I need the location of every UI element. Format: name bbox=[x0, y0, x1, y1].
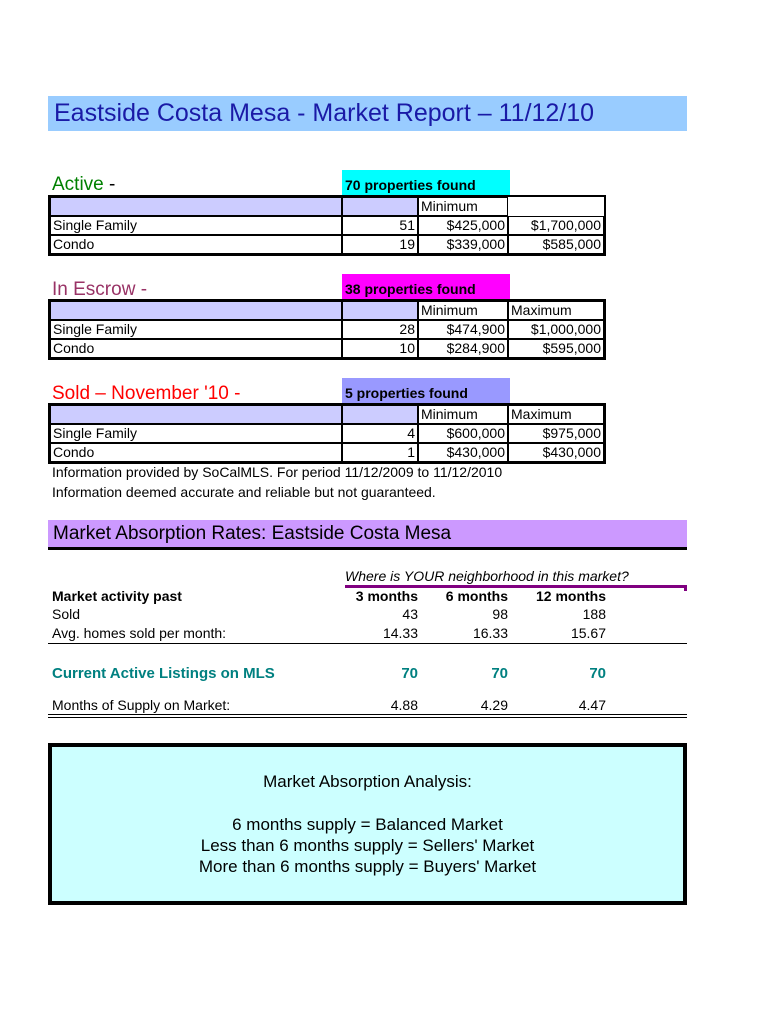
col-minimum: Minimum bbox=[418, 405, 508, 424]
supply-6-months: 4.29 bbox=[480, 697, 508, 713]
supply-3-months: 4.88 bbox=[390, 697, 418, 713]
double-rule-top bbox=[48, 714, 687, 715]
page-title: Eastside Costa Mesa - Market Report – 11/12/10 bbox=[54, 99, 595, 127]
table-row bbox=[50, 320, 604, 339]
absorption-analysis-box bbox=[48, 743, 687, 905]
neighborhood-question: Where is YOUR neighborhood in this market? bbox=[345, 568, 629, 584]
property-count: 19 bbox=[342, 235, 418, 254]
avg-6-months: 16.33 bbox=[472, 625, 508, 641]
min-price: $474,900 bbox=[418, 320, 508, 339]
escrow-found-badge: 38 properties found bbox=[342, 274, 510, 299]
min-price: $284,900 bbox=[418, 339, 508, 358]
sold-found-badge: 5 properties found bbox=[342, 378, 510, 403]
supply-label: Months of Supply on Market: bbox=[52, 697, 231, 713]
property-count: 28 bbox=[342, 320, 418, 339]
max-price: $595,000 bbox=[508, 339, 604, 358]
sold-6-months: 98 bbox=[492, 606, 508, 622]
min-price: $339,000 bbox=[418, 235, 508, 254]
property-type: Single Family bbox=[50, 424, 342, 443]
header-count-cell bbox=[342, 301, 418, 320]
table-row bbox=[50, 235, 604, 254]
active-table bbox=[48, 195, 606, 256]
property-count: 10 bbox=[342, 339, 418, 358]
property-type: Condo bbox=[50, 443, 342, 462]
table-row bbox=[50, 216, 604, 235]
table-header-row bbox=[50, 197, 604, 216]
activity-label: Market activity past bbox=[52, 588, 182, 604]
property-type: Single Family bbox=[50, 216, 342, 235]
col-maximum bbox=[508, 197, 604, 216]
disclaimer-note: Information deemed accurate and reliable but not guaranteed. bbox=[52, 484, 436, 500]
table-header-row bbox=[50, 405, 604, 424]
sold-table bbox=[48, 403, 606, 464]
supply-12-months: 4.47 bbox=[578, 697, 606, 713]
max-price: $430,000 bbox=[508, 443, 604, 462]
header-count-cell bbox=[342, 197, 418, 216]
header-blank-cell bbox=[50, 197, 342, 216]
source-note: Information provided by SoCalMLS. For period 11/12/2009 to 11/12/2010 bbox=[52, 464, 503, 480]
table-row bbox=[50, 424, 604, 443]
max-price: $975,000 bbox=[508, 424, 604, 443]
active-heading-label: Active bbox=[52, 174, 104, 195]
col-minimum: Minimum bbox=[418, 301, 508, 320]
avg-12-months: 15.67 bbox=[570, 625, 606, 641]
escrow-heading: In Escrow - bbox=[52, 279, 148, 300]
property-count: 1 bbox=[342, 443, 418, 462]
header-blank-cell bbox=[50, 405, 342, 424]
analysis-title: Market Absorption Analysis: bbox=[263, 772, 472, 791]
active-heading bbox=[52, 174, 115, 196]
max-price: $1,700,000 bbox=[508, 216, 604, 235]
escrow-table bbox=[48, 299, 606, 360]
current-6-months: 70 bbox=[491, 665, 508, 682]
sold-heading: Sold – November '10 - bbox=[52, 383, 241, 404]
sold-12-months: 188 bbox=[582, 606, 606, 622]
analysis-balanced: 6 months supply = Balanced Market bbox=[232, 815, 503, 834]
current-12-months: 70 bbox=[589, 665, 606, 682]
table-header-row bbox=[50, 301, 604, 320]
sold-label: Sold bbox=[52, 606, 81, 622]
table-row bbox=[50, 443, 604, 462]
active-found-badge: 70 properties found bbox=[342, 170, 510, 195]
header-count-cell bbox=[342, 405, 418, 424]
property-count: 4 bbox=[342, 424, 418, 443]
col-maximum: Maximum bbox=[508, 405, 604, 424]
period-12-months: 12 months bbox=[535, 588, 606, 604]
current-listings-label: Current Active Listings on MLS bbox=[52, 665, 275, 682]
max-price: $1,000,000 bbox=[508, 320, 604, 339]
property-type: Condo bbox=[50, 235, 342, 254]
absorption-title: Market Absorption Rates: Eastside Costa Mesa bbox=[53, 523, 452, 544]
divider bbox=[48, 643, 687, 644]
table-row bbox=[50, 339, 604, 358]
col-maximum: Maximum bbox=[508, 301, 604, 320]
avg-label: Avg. homes sold per month: bbox=[52, 625, 227, 641]
avg-3-months: 14.33 bbox=[382, 625, 418, 641]
property-count: 51 bbox=[342, 216, 418, 235]
sold-3-months: 43 bbox=[402, 606, 418, 622]
current-3-months: 70 bbox=[401, 665, 418, 682]
analysis-sellers: Less than 6 months supply = Sellers' Market bbox=[200, 836, 535, 855]
min-price: $600,000 bbox=[418, 424, 508, 443]
active-heading-suffix: - bbox=[103, 174, 116, 195]
max-price: $585,000 bbox=[508, 235, 604, 254]
double-rule-bottom bbox=[48, 717, 687, 718]
property-type: Condo bbox=[50, 339, 342, 358]
analysis-buyers: More than 6 months supply = Buyers' Market bbox=[198, 857, 537, 876]
period-6-months: 6 months bbox=[445, 588, 508, 604]
col-minimum: Minimum bbox=[418, 197, 508, 216]
property-type: Single Family bbox=[50, 320, 342, 339]
min-price: $430,000 bbox=[418, 443, 508, 462]
question-underline-tick bbox=[684, 585, 687, 591]
period-3-months: 3 months bbox=[355, 588, 418, 604]
header-blank-cell bbox=[50, 301, 342, 320]
min-price: $425,000 bbox=[418, 216, 508, 235]
